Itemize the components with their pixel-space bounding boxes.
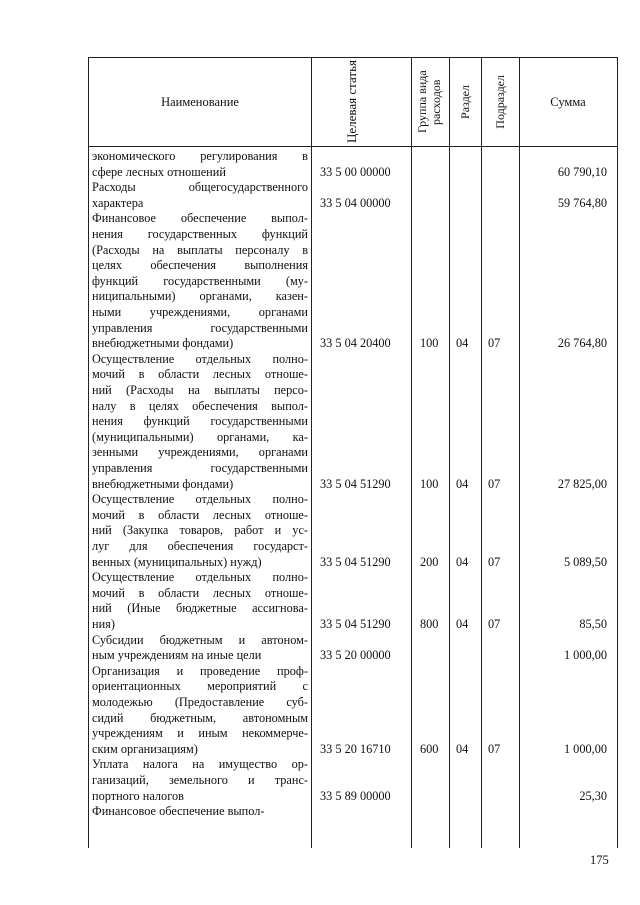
row-name: [92, 804, 308, 820]
column-divider: [311, 58, 312, 848]
row-name-line: учреждениям и иным некоммерче-: [92, 726, 308, 741]
row-group: 100: [420, 336, 439, 351]
row-code: 33 5 04 51290: [320, 476, 391, 491]
header-subsection-label: Подраздел: [493, 75, 507, 129]
row-section: 04: [456, 741, 469, 756]
row-code: 33 5 04 51290: [320, 554, 391, 569]
header-section-label: Раздел: [458, 85, 472, 119]
column-divider: [481, 58, 482, 848]
row-code: 33 5 04 20400: [320, 336, 391, 351]
row-name-line: венных (муниципальных) нужд): [92, 554, 262, 569]
row-name-line: Осуществление отдельных полно-: [92, 570, 308, 585]
row-group: 100: [420, 476, 439, 491]
row-subsection: 07: [488, 741, 501, 756]
row-code: 33 5 00 00000: [320, 164, 391, 179]
row-name-line: мочий в области лесных отноше-: [92, 585, 308, 600]
row-subsection: 07: [488, 554, 501, 569]
row-name: [92, 664, 308, 758]
row-code: 33 5 04 00000: [320, 195, 391, 210]
row-sum: 1 000,00: [563, 741, 607, 756]
row-name-line: Организация и проведение проф-: [92, 663, 308, 678]
row-name-line: сфере лесных отношений: [92, 164, 226, 179]
column-divider: [411, 58, 412, 848]
row-name-line: ориентационных мероприятий с: [92, 679, 308, 694]
row-subsection: 07: [488, 476, 501, 491]
header-name-label: Наименование: [161, 94, 239, 109]
row-sum: 1 000,00: [563, 648, 607, 663]
header-section: [449, 58, 481, 146]
header-group-label: Группа вида расходов: [415, 70, 443, 134]
row-name-line: луг для обеспечения государст-: [92, 538, 308, 553]
row-sum: 85,50: [579, 616, 607, 631]
row-name-line: Осуществление отдельных полно-: [92, 351, 308, 366]
header-sum: [519, 58, 617, 146]
row-name-line: (муниципальными) органами, ка-: [92, 429, 308, 444]
row-name-line: ниципальными) органами, казен-: [92, 289, 308, 304]
header-name: [89, 58, 311, 146]
row-name-line: Уплата налога на имущество ор-: [92, 757, 308, 772]
row-name-line: (Расходы на выплаты персоналу в: [92, 242, 308, 257]
row-code: 33 5 89 00000: [320, 788, 391, 803]
row-name-line: Субсидии бюджетным и автоном-: [92, 632, 308, 647]
row-section: 04: [456, 554, 469, 569]
row-name-line: зенными учреждениями, органами: [92, 445, 308, 460]
row-name-line: внебюджетными фондами): [92, 336, 234, 351]
row-name-line: Осуществление отдельных полно-: [92, 492, 308, 507]
row-group: 800: [420, 616, 439, 631]
budget-table: [88, 57, 618, 848]
page-number: 175: [590, 853, 609, 867]
row-name-line: экономического регулирования в: [92, 149, 308, 163]
row-name: [92, 352, 308, 492]
row-name-line: ний (Закупка товаров, работ и ус-: [92, 523, 308, 538]
row-group: 200: [420, 554, 439, 569]
row-section: 04: [456, 476, 469, 491]
row-sum: 59 764,80: [557, 195, 607, 210]
header-code-label: Целевая статья: [344, 60, 359, 144]
row-name-line: молодежью (Предоставление суб-: [92, 694, 308, 709]
row-name-line: Расходы общегосударственного: [92, 180, 308, 195]
header-divider: [89, 146, 617, 147]
row-name-line: ний (Иные бюджетные ассигнова-: [92, 601, 308, 616]
header-code: [311, 58, 411, 146]
column-divider: [449, 58, 450, 848]
row-name: [92, 211, 308, 351]
row-name-line: функций государственными (му-: [92, 273, 308, 288]
header-sum-label: Сумма: [550, 94, 586, 109]
row-subsection: 07: [488, 616, 501, 631]
row-name-line: характера: [92, 195, 144, 210]
row-name-line: нения государственных функций: [92, 226, 308, 241]
row-name: [92, 757, 308, 804]
row-name-line: ными учреждениями, органами: [92, 304, 308, 319]
row-sum: 60 790,10: [557, 164, 607, 179]
row-name-line: нения функций государственными: [92, 414, 308, 429]
column-divider: [519, 58, 520, 848]
row-section: 04: [456, 336, 469, 351]
row-name-line: управления государственными: [92, 460, 308, 475]
row-sum: 25,30: [579, 788, 607, 803]
row-name-line: ским организациям): [92, 741, 198, 756]
row-name: [92, 633, 308, 664]
row-group: 600: [420, 741, 439, 756]
row-name-line: мочий в области лесных отноше-: [92, 367, 308, 382]
row-name-line: Финансовое обеспечение выпол-: [92, 804, 265, 819]
row-name-line: налу в целях обеспечения выпол-: [92, 398, 308, 413]
row-name: [92, 492, 308, 570]
row-code: 33 5 20 16710: [320, 741, 391, 756]
row-name-line: внебюджетными фондами): [92, 476, 234, 491]
row-sum: 26 764,80: [557, 336, 607, 351]
header-subsection: [481, 58, 519, 146]
row-name: [92, 180, 308, 211]
row-name-line: ным учреждениям на иные цели: [92, 648, 262, 663]
row-name-line: портного налогов: [92, 788, 184, 803]
row-code: 33 5 20 00000: [320, 648, 391, 663]
row-sum: 27 825,00: [557, 476, 607, 491]
row-name: [92, 149, 308, 180]
row-subsection: 07: [488, 336, 501, 351]
row-name-line: целях обеспечения выполнения: [92, 258, 308, 273]
row-name-line: ний (Расходы на выплаты персо-: [92, 382, 308, 397]
row-section: 04: [456, 616, 469, 631]
row-name-line: сидий бюджетным, автономным: [92, 710, 308, 725]
row-code: 33 5 04 51290: [320, 616, 391, 631]
row-name-line: управления государственными: [92, 320, 308, 335]
row-name-line: ганизаций, земельного и транс-: [92, 772, 308, 787]
header-group: [411, 58, 449, 146]
row-name-line: Финансовое обеспечение выпол-: [92, 211, 308, 226]
row-name: [92, 570, 308, 632]
row-sum: 5 089,50: [563, 554, 607, 569]
row-name-line: мочий в области лесных отноше-: [92, 507, 308, 522]
row-name-line: ния): [92, 616, 115, 631]
